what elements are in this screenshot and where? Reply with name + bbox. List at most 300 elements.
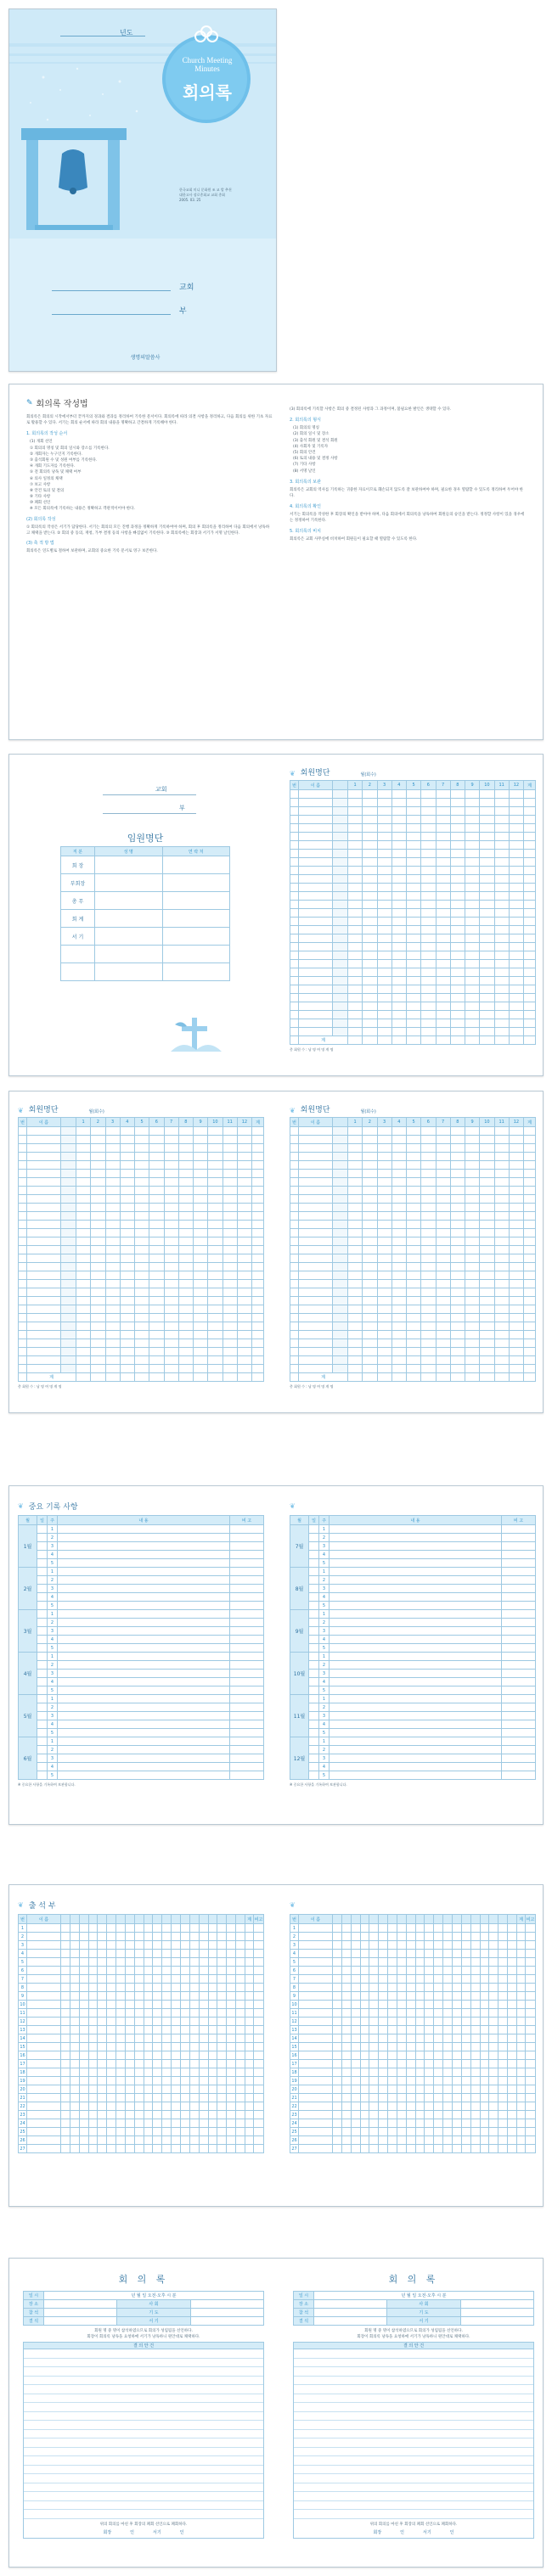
row-month-cell [377, 1153, 391, 1161]
row-date-cell [470, 2043, 480, 2051]
row-name-cell [27, 2051, 61, 2060]
row-no-cell: 22 [291, 2103, 297, 2109]
row-total-cell [517, 2085, 526, 2094]
minutes-title: 회 의 록 [388, 2274, 439, 2285]
row-date-cell [360, 2145, 369, 2153]
row-month-cell [509, 960, 523, 968]
records-week-cell: 2 [48, 1746, 58, 1754]
row-note-cell [526, 1933, 536, 1941]
row-month-cell [436, 943, 450, 951]
row-date-cell [98, 2145, 107, 2153]
attendance-row [290, 2009, 536, 2018]
row-date-cell [415, 2060, 425, 2068]
row-month-cell [494, 968, 509, 977]
records-footer-note: ※ 중요한 사항을 기록하여 보관합니다. [290, 1782, 347, 1787]
row-total-cell [245, 2001, 254, 2009]
col-month: 3 [377, 781, 391, 790]
row-date-cell [125, 2111, 134, 2119]
row-month-cell [222, 1280, 237, 1288]
member-list-footer-note: 총 회원 수 : 남 명 여 명 계 명 [18, 1384, 62, 1389]
row-total-cell [252, 1221, 264, 1229]
row-month-cell [348, 943, 363, 951]
row-month-cell [509, 867, 523, 875]
row-month-cell [222, 1339, 237, 1348]
row-month-cell [164, 1314, 178, 1322]
row-date-cell [498, 1950, 508, 1958]
row-month-cell [450, 1263, 465, 1271]
row-month-cell [194, 1187, 208, 1195]
row-month-cell [348, 1212, 363, 1221]
row-date-cell [107, 2102, 116, 2111]
col-date [217, 1915, 227, 1924]
row-date-cell [98, 2009, 107, 2018]
row-month-cell [391, 841, 406, 850]
records-day-cell [37, 1746, 48, 1754]
row-date-cell [208, 1924, 217, 1933]
attendance-row [290, 2043, 536, 2051]
row-month-cell [135, 1153, 149, 1161]
row-month-cell [363, 968, 377, 977]
row-date-cell [61, 2136, 70, 2145]
row-month-cell [465, 1246, 480, 1254]
member-row [290, 1322, 536, 1331]
row-month-cell [480, 1019, 494, 1028]
row-month-cell [480, 1348, 494, 1356]
row-date-cell [369, 2128, 379, 2136]
row-month-cell [105, 1365, 120, 1373]
row-no-cell: 20 [291, 2086, 297, 2092]
row-month-cell [509, 1280, 523, 1288]
row-name-cell [27, 2128, 61, 2136]
row-month-cell [194, 1288, 208, 1297]
attendance-row [290, 2128, 536, 2136]
row-total-cell [524, 1170, 536, 1178]
row-date-cell [144, 2102, 153, 2111]
row-month-cell [348, 1356, 363, 1365]
row-date-cell [227, 2060, 236, 2068]
row-month-cell [436, 867, 450, 875]
row-date-cell [480, 2094, 489, 2102]
row-date-cell [70, 1967, 79, 1975]
attendance-row [19, 2136, 264, 2145]
row-month-cell [237, 1365, 251, 1373]
row-month-cell [76, 1356, 91, 1365]
member-row [19, 1297, 264, 1305]
records-week-cell: 5 [319, 1644, 330, 1653]
row-month-cell [421, 1002, 436, 1011]
row-name-cell [27, 2119, 61, 2128]
row-date-cell [217, 2085, 227, 2094]
row-date-cell [227, 2119, 236, 2128]
row-name-cell [27, 1187, 61, 1195]
row-date-cell [125, 1924, 134, 1933]
row-date-cell [480, 2102, 489, 2111]
row-date-cell [508, 2094, 517, 2102]
row-month-cell [120, 1297, 134, 1305]
row-date-cell [134, 2119, 144, 2128]
row-total-cell [245, 2136, 254, 2145]
row-date-cell [153, 2051, 162, 2060]
row-month-cell [494, 1356, 509, 1365]
row-date-cell [107, 2077, 116, 2085]
records-footer-note: ※ 중요한 사항을 기록하여 보관합니다. [18, 1782, 76, 1787]
row-date-cell [70, 2018, 79, 2026]
row-date-cell [397, 1941, 406, 1950]
row-month-cell [450, 1314, 465, 1322]
row-name-cell [299, 1280, 333, 1288]
row-date-cell [162, 2026, 172, 2034]
row-name-cell [27, 2136, 61, 2145]
row-month-cell [377, 1348, 391, 1356]
col-month: 2 [363, 781, 377, 790]
member-row [19, 1348, 264, 1356]
row-date-cell [180, 2111, 189, 2119]
row-date-cell [508, 1992, 517, 2001]
row-date-cell [162, 2111, 172, 2119]
signature-label: 인 [130, 2529, 134, 2535]
row-name-cell [299, 1322, 333, 1331]
row-month-cell [105, 1136, 120, 1144]
row-month-cell [391, 1144, 406, 1153]
row-date-cell [162, 1967, 172, 1975]
records-week-cell: 1 [48, 1737, 58, 1746]
row-date-cell [388, 1933, 397, 1941]
minutes-field-label: 참 석 [294, 2309, 314, 2317]
row-date-cell [134, 1950, 144, 1958]
row-month-cell [149, 1305, 164, 1314]
row-month-cell [135, 1365, 149, 1373]
row-month-cell [363, 1246, 377, 1254]
row-no-cell [290, 1365, 299, 1373]
row-date-cell [107, 1967, 116, 1975]
records-row [290, 1644, 536, 1653]
row-month-cell [135, 1204, 149, 1212]
row-date-cell [415, 1933, 425, 1941]
attendance-row [290, 2136, 536, 2145]
records-row [290, 1534, 536, 1542]
row-date-cell [379, 1924, 388, 1933]
row-month-cell [120, 1288, 134, 1297]
officer-role [61, 946, 95, 963]
row-date-cell [189, 1933, 199, 1941]
row-date-cell [351, 2051, 360, 2060]
row-month-cell [120, 1127, 134, 1136]
row-total-cell [245, 2145, 254, 2153]
row-month-cell [208, 1229, 222, 1237]
row-month-cell [120, 1212, 134, 1221]
row-month-cell [494, 951, 509, 960]
row-total-cell [524, 884, 536, 892]
row-name-cell [299, 1314, 333, 1322]
row-total-cell [245, 1984, 254, 1992]
row-date-cell [189, 2119, 199, 2128]
row-date-cell [134, 1924, 144, 1933]
row-date-cell [434, 2001, 443, 2009]
row-month-cell [194, 1365, 208, 1373]
row-month-cell [509, 1348, 523, 1356]
records-note-cell [230, 1644, 264, 1653]
row-month-cell [194, 1136, 208, 1144]
row-month-cell [348, 816, 363, 824]
records-content-cell [330, 1568, 502, 1576]
col-name: 이 름 [27, 1915, 61, 1924]
row-name-cell [299, 1365, 333, 1373]
row-date-cell [369, 2068, 379, 2077]
row-date-cell [199, 2094, 208, 2102]
row-month-cell [348, 1314, 363, 1322]
row-date-cell [461, 2060, 470, 2068]
records-content-cell [58, 1746, 230, 1754]
row-date-cell [107, 1992, 116, 2001]
row-date-cell [172, 2111, 181, 2119]
row-month-cell [377, 1331, 391, 1339]
row-month-cell [194, 1237, 208, 1246]
row-month-cell [208, 1365, 222, 1373]
records-day-cell [37, 1534, 48, 1542]
row-no-cell [290, 1144, 299, 1153]
row-month-cell [450, 968, 465, 977]
row-month-cell [450, 994, 465, 1002]
row-month-cell [407, 926, 421, 934]
row-month-cell [407, 824, 421, 833]
row-total-cell [245, 2034, 254, 2043]
member-list-footer-note: 총 회원 수 : 남 명 여 명 계 명 [290, 1384, 334, 1389]
row-date-cell [489, 1924, 498, 1933]
records-content-cell [58, 1593, 230, 1602]
row-month-cell [194, 1246, 208, 1254]
row-month-cell [377, 807, 391, 816]
row-month-cell [377, 1002, 391, 1011]
row-date-cell [153, 1958, 162, 1967]
row-month-cell [509, 1204, 523, 1212]
minutes-bottom-text: 위의 회의를 마친 후 회장의 폐회 선언으로 폐회하다. [99, 2522, 188, 2527]
col-month: 6 [421, 1118, 436, 1127]
row-date-cell [134, 2043, 144, 2051]
row-name-cell [299, 2111, 333, 2119]
row-date-cell [351, 2034, 360, 2043]
row-month-cell [164, 1161, 178, 1170]
row-month-cell [480, 833, 494, 841]
officers-church-label: 교회 [155, 786, 167, 793]
row-date-cell [434, 2060, 443, 2068]
row-date-cell [107, 2009, 116, 2018]
minutes-line [24, 2367, 263, 2377]
row-date-cell [98, 1958, 107, 1967]
member-row [290, 934, 536, 943]
row-no-cell: 16 [20, 2052, 25, 2058]
records-row [19, 1627, 264, 1636]
row-month-cell [135, 1356, 149, 1365]
member-row [290, 1246, 536, 1254]
row-note-cell [526, 1950, 536, 1958]
col-month: 3 [377, 1118, 391, 1127]
row-month-cell [149, 1221, 164, 1229]
row-date-cell [480, 2119, 489, 2128]
row-note-cell [526, 2136, 536, 2145]
records-content-cell [330, 1542, 502, 1551]
row-month-cell [436, 1127, 450, 1136]
row-month-cell [494, 1170, 509, 1178]
row-month-cell [494, 799, 509, 807]
row-month-cell [450, 867, 465, 875]
row-date-cell [341, 2060, 351, 2068]
row-no-cell: 2 [290, 1933, 299, 1941]
officer-name-cell [95, 963, 163, 981]
row-date-cell [199, 2119, 208, 2128]
row-date-cell [79, 2085, 88, 2094]
minutes-date-label: 일 시 [294, 2292, 314, 2300]
records-note-cell [230, 1542, 264, 1551]
row-month-cell [363, 1348, 377, 1356]
row-month-cell [76, 1237, 91, 1246]
row-month-cell [377, 841, 391, 850]
row-date-cell [189, 2085, 199, 2094]
row-month-cell [494, 926, 509, 934]
row-month-cell [76, 1331, 91, 1339]
records-content-cell [330, 1644, 502, 1653]
signature-label: 서기 [423, 2529, 431, 2535]
row-month-cell [222, 1297, 237, 1305]
records-day-cell [37, 1763, 48, 1771]
row-name-cell [299, 1204, 333, 1212]
row-month-cell [164, 1178, 178, 1187]
row-month-cell [421, 867, 436, 875]
row-month-cell [105, 1339, 120, 1348]
row-date-cell [98, 2001, 107, 2009]
member-row [290, 1331, 536, 1339]
row-total-cell [524, 790, 536, 799]
row-note-cell [526, 2018, 536, 2026]
row-month-cell [391, 994, 406, 1002]
row-date-cell [461, 2034, 470, 2043]
row-month-cell [348, 1263, 363, 1271]
row-month-cell [436, 1356, 450, 1365]
attendance-row [19, 2128, 264, 2136]
row-month-cell [363, 1254, 377, 1263]
row-month-cell [494, 1237, 509, 1246]
col-date [88, 1915, 98, 1924]
row-date-cell [425, 2034, 434, 2043]
row-month-cell [194, 1322, 208, 1331]
row-date-cell [489, 2009, 498, 2018]
row-name-cell [27, 1331, 61, 1339]
row-month-cell [494, 867, 509, 875]
row-total-cell [245, 2102, 254, 2111]
row-month-cell [363, 1305, 377, 1314]
row-month-cell [450, 951, 465, 960]
row-date-cell [162, 2009, 172, 2018]
row-date-cell [208, 2009, 217, 2018]
row-marker-cell [333, 926, 348, 934]
row-month-cell [480, 901, 494, 909]
row-name-cell [299, 1254, 333, 1263]
row-total-cell [252, 1204, 264, 1212]
row-date-cell [134, 2094, 144, 2102]
officer-row [61, 892, 230, 910]
row-month-cell [363, 833, 377, 841]
row-month-cell [450, 850, 465, 858]
row-month-cell [76, 1161, 91, 1170]
row-month-cell [480, 1331, 494, 1339]
row-month-cell [480, 884, 494, 892]
col-name: 이 름 [27, 1118, 61, 1127]
row-month-cell [149, 1212, 164, 1221]
row-month-cell [450, 1212, 465, 1221]
row-month-cell [407, 1254, 421, 1263]
member-row [19, 1365, 264, 1373]
row-month-cell [363, 884, 377, 892]
row-month-cell [421, 1170, 436, 1178]
row-total-cell [252, 1246, 264, 1254]
row-month-cell [421, 926, 436, 934]
member-row [290, 1144, 536, 1153]
row-no-cell [290, 1170, 299, 1178]
row-name-cell [299, 901, 333, 909]
row-date-cell [189, 1967, 199, 1975]
member-row [19, 1221, 264, 1229]
row-date-cell [227, 1941, 236, 1950]
row-date-cell [134, 1933, 144, 1941]
records-content-cell [58, 1703, 230, 1712]
row-date-cell [125, 2068, 134, 2077]
row-date-cell [144, 2111, 153, 2119]
records-note-cell [230, 1619, 264, 1627]
records-week-cell: 3 [48, 1670, 58, 1678]
row-month-cell [509, 1237, 523, 1246]
row-date-cell [153, 1950, 162, 1958]
member-row [290, 1178, 536, 1187]
row-date-cell [369, 2085, 379, 2094]
row-name-cell [27, 1984, 61, 1992]
row-month-cell [194, 1178, 208, 1187]
footer-month-cell [391, 1373, 406, 1382]
row-marker-cell [61, 1136, 76, 1144]
row-month-cell [363, 1365, 377, 1373]
row-date-cell [162, 2102, 172, 2111]
row-month-cell [363, 1011, 377, 1019]
records-row [19, 1695, 264, 1703]
row-no-cell [290, 1271, 299, 1280]
member-row [290, 1187, 536, 1195]
row-note-cell [254, 2145, 264, 2153]
row-date-cell [498, 2060, 508, 2068]
row-month-cell [407, 1204, 421, 1212]
member-row [19, 1127, 264, 1136]
row-month-cell [91, 1297, 105, 1305]
row-date-cell [333, 2128, 342, 2136]
member-row [290, 1204, 536, 1212]
row-month-cell [421, 824, 436, 833]
minutes-footer [293, 2519, 534, 2539]
row-date-cell [172, 2085, 181, 2094]
row-date-cell [134, 2009, 144, 2018]
row-month-cell [76, 1246, 91, 1254]
row-no-cell [19, 1331, 27, 1339]
row-date-cell [61, 2077, 70, 2085]
records-row [290, 1737, 536, 1746]
row-date-cell [116, 2043, 126, 2051]
row-total-cell [252, 1127, 264, 1136]
row-month-cell [391, 833, 406, 841]
records-row [19, 1670, 264, 1678]
row-date-cell [406, 1950, 415, 1958]
row-total-cell [245, 2060, 254, 2068]
row-month-cell [377, 1339, 391, 1348]
row-month-cell [436, 1237, 450, 1246]
row-month-cell [494, 918, 509, 926]
row-date-cell [172, 2136, 181, 2145]
row-date-cell [125, 2009, 134, 2018]
